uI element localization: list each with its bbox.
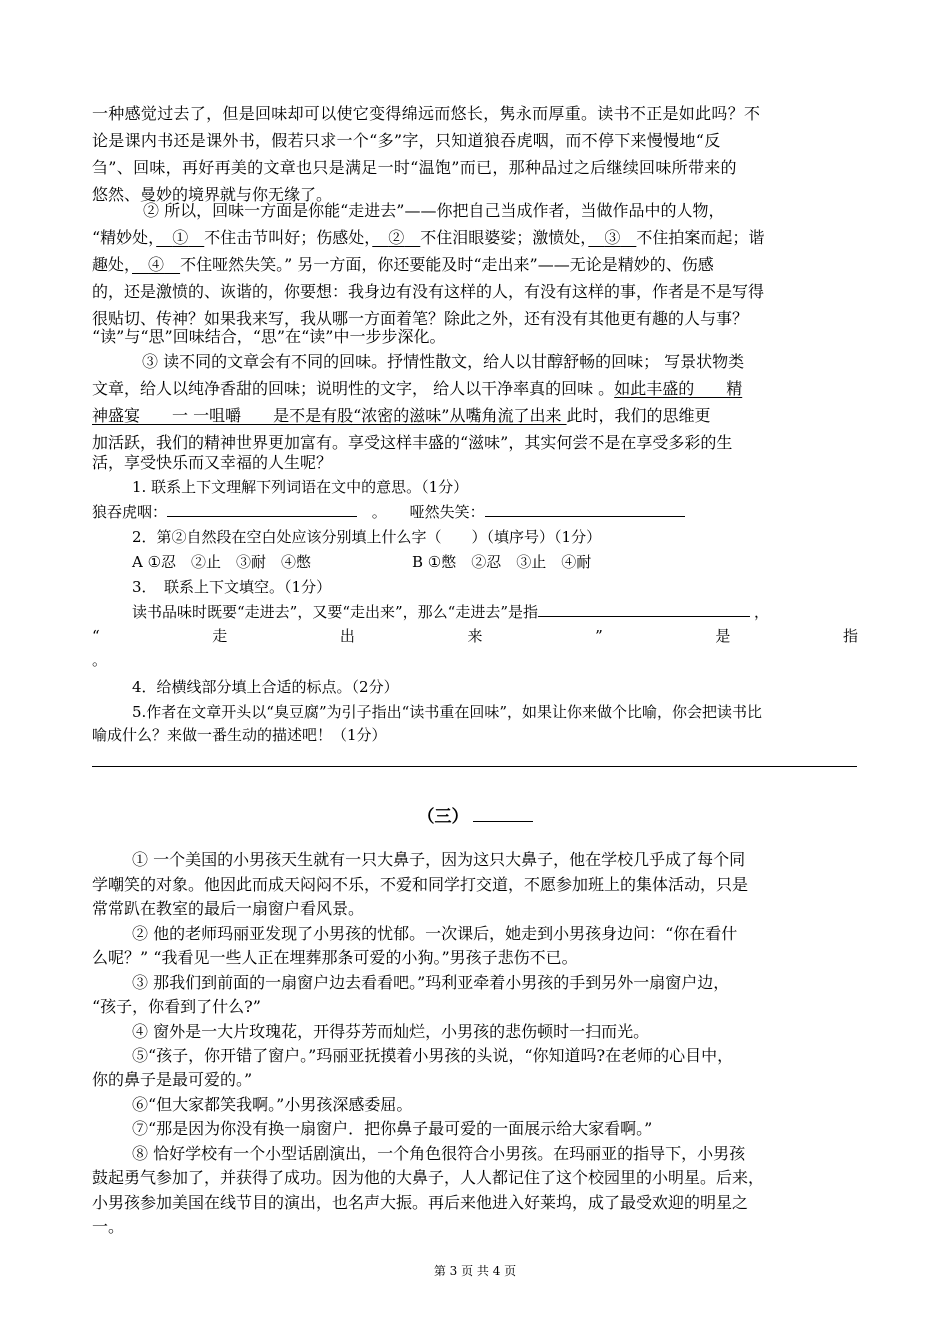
story-line-11: ⑥“但大家都笑我啊。”小男孩深感委屈。 <box>132 1095 413 1114</box>
para3-line-1: ③ 读不同的文章会有不同的回味。抒情性散文，给人以甘醇舒畅的回味； 写景状物类 <box>142 352 745 371</box>
story-line-4: ② 他的老师玛丽亚发现了小男孩的忧郁。一次课后，她走到小男孩身边问：“你在看什 <box>132 924 738 943</box>
story-line-9: ⑤“孩子，你开错了窗户。”玛丽亚抚摸着小男孩的头说，“你知道吗?在老师的心目中， <box>132 1046 734 1065</box>
blank-3[interactable]: ③ <box>604 228 621 247</box>
title-blank[interactable] <box>473 807 533 822</box>
story-line-6: ③ 那我们到前面的一扇窗户边去看看吧。”玛利亚牵着小男孩的手到另外一扇窗户边， <box>132 973 730 992</box>
blank-2[interactable]: ② <box>388 228 405 247</box>
question-5-line-1: 5.作者在文章开头以“臭豆腐”为引子指出“读书重在回味”，如果让你来做个比喻，你会把读书比 <box>132 703 762 721</box>
para2-line-4: 的，还是激愤的、诙谐的，你要想：我身边有没有这样的人，有没有这样的事，作者是不是写得 <box>92 282 765 301</box>
story-line-7: “孩子，你看到了什么?” <box>92 997 261 1016</box>
story-line-15: 小男孩参加美国在线节目的演出，也名声大振。再后来他进入好莱坞，成了最受欢迎的明星之 <box>92 1193 749 1212</box>
page-footer: 第 3 页 共 4 页 <box>433 1264 517 1278</box>
question-5-line-2: 喻成什么？来做一番生动的描述吧！（1分） <box>92 726 387 744</box>
intro-line-3: 刍”、回味，再好再美的文章也只是满足一时“温饱”而已，那种品过之后继续回味所带来的 <box>92 158 737 177</box>
question-3: 3． 联系上下文填空。（1分） <box>132 578 332 596</box>
story-line-3: 常常趴在教室的最后一扇窗户看风景。 <box>92 899 365 918</box>
question-3-line-1: 读书品味时既要“走进去”，又要“走出来”，那么“走进去”是指 ， <box>132 603 770 621</box>
punctuation-underline-2: 神盛宴 一 一咀嚼 是不是有股“浓密的滋味”从嘴角流了出来 <box>92 406 567 425</box>
para3-line-4: 加活跃，我们的精神世界更加富有。享受这样丰盛的“滋味”，其实何尝不是在享受多彩的生 <box>92 433 733 452</box>
story-line-16: 一。 <box>92 1217 125 1236</box>
para2-line-1: ② 所以，回味一方面是你能“走进去”——你把自己当成作者，当做作品中的人物， <box>143 201 725 220</box>
intro-line-2: 论是课内书还是课外书，假若只求一个“多”字，只知道狼吞虎咽，而不停下来慢慢地“反 <box>92 131 721 150</box>
para2-line-3: 趣处， ④ 不住哑然失笑。” 另一方面，你还要能及时“走出来”——无论是精妙的、伤感 <box>92 255 714 274</box>
question-1-answers: 狼吞虎咽： 。 哑然失笑： <box>92 502 685 522</box>
punctuation-underline-1: 如此丰盛的 精 <box>614 379 743 398</box>
story-line-13: ⑧ 恰好学校有一个小型话剧演出，一个角色很符合小男孩。在玛丽亚的指导下，小男孩 <box>132 1144 746 1163</box>
blank-4[interactable]: ④ <box>148 255 165 274</box>
story-line-2: 学嘲笑的对象。他因此而成天闷闷不乐，不爱和同学打交道，不愿参加班上的集体活动，只是 <box>92 875 749 894</box>
para3-line-3: 神盛宴 一 一咀嚼 是不是有股“浓密的滋味”从嘴角流了出来 此时，我们的思维更 <box>92 406 711 425</box>
answer-blank-3a[interactable] <box>538 602 750 617</box>
section-3-title: （三） <box>0 802 950 827</box>
story-line-14: 鼓起勇气参加了，并获得了成功。因为他的大鼻子，人人都记住了这个校园里的小明星。后来， <box>92 1168 765 1187</box>
question-3-line-2: “ 走 出 来 ” 是 指 <box>92 627 858 645</box>
answer-line[interactable] <box>92 766 857 767</box>
story-line-12: ⑦“那是因为你没有换一扇窗户．把你鼻子最可爱的一面展示给大家看啊。” <box>132 1119 653 1138</box>
story-line-8: ④ 窗外是一大片玫瑰花，开得芬芳而灿烂，小男孩的悲伤顿时一扫而光。 <box>132 1022 650 1041</box>
blank-1[interactable]: ① <box>172 228 189 247</box>
story-line-10: 你的鼻子是最可爱的。” <box>92 1070 253 1089</box>
story-line-5: 么呢？” “我看见一些人正在埋葬那条可爱的小狗。”男孩子悲伤不已。 <box>92 948 578 967</box>
intro-line-1: 一种感觉过去了，但是回味却可以使它变得绵远而悠长，隽永而厚重。读书不正是如此吗？不 <box>92 104 761 123</box>
para2-line-5: 很贴切、传神？如果我来写，我从哪一方面着笔？除此之外，还有没有其他更有趣的人与事？ <box>92 309 749 328</box>
question-1: 1. 联系上下文理解下列词语在文中的意思。（1分） <box>132 478 469 496</box>
para3-line-5: 活，享受快乐而又幸福的人生呢？ <box>92 453 333 472</box>
answer-blank-1b[interactable] <box>485 502 685 517</box>
question-2-option-a[interactable]: A ①忍 ②止 ③耐 ④憋 <box>132 553 312 571</box>
question-3-end: 。 <box>92 651 108 669</box>
intro-line-4: 悠然、曼妙的境界就与你无缘了。 <box>92 185 333 204</box>
answer-blank-1a[interactable] <box>167 502 357 517</box>
question-2: 2．第②自然段在空白处应该分别填上什么字（ ）（填序号）（1分） <box>132 528 602 546</box>
para2-line-2: “精妙处， ① 不住击节叫好；伤感处， ② 不住泪眼婆娑；激愤处， ③ 不住拍案而起；谐 <box>92 228 765 247</box>
question-2-option-b[interactable]: B ①憋 ②忍 ③止 ④耐 <box>412 553 592 571</box>
question-4: 4．给横线部分填上合适的标点。（2分） <box>132 678 399 696</box>
story-line-1: ① 一个美国的小男孩天生就有一只大鼻子，因为这只大鼻子，他在学校几乎成了每个同 <box>132 850 746 869</box>
para2-line-6: “读”与“思”回味结合，“思”在“读”中一步步深化。 <box>92 327 446 346</box>
para3-line-2: 文章，给人以纯净香甜的回味；说明性的文字， 给人以干净率真的回味 。如此丰盛的 精 <box>92 379 743 398</box>
